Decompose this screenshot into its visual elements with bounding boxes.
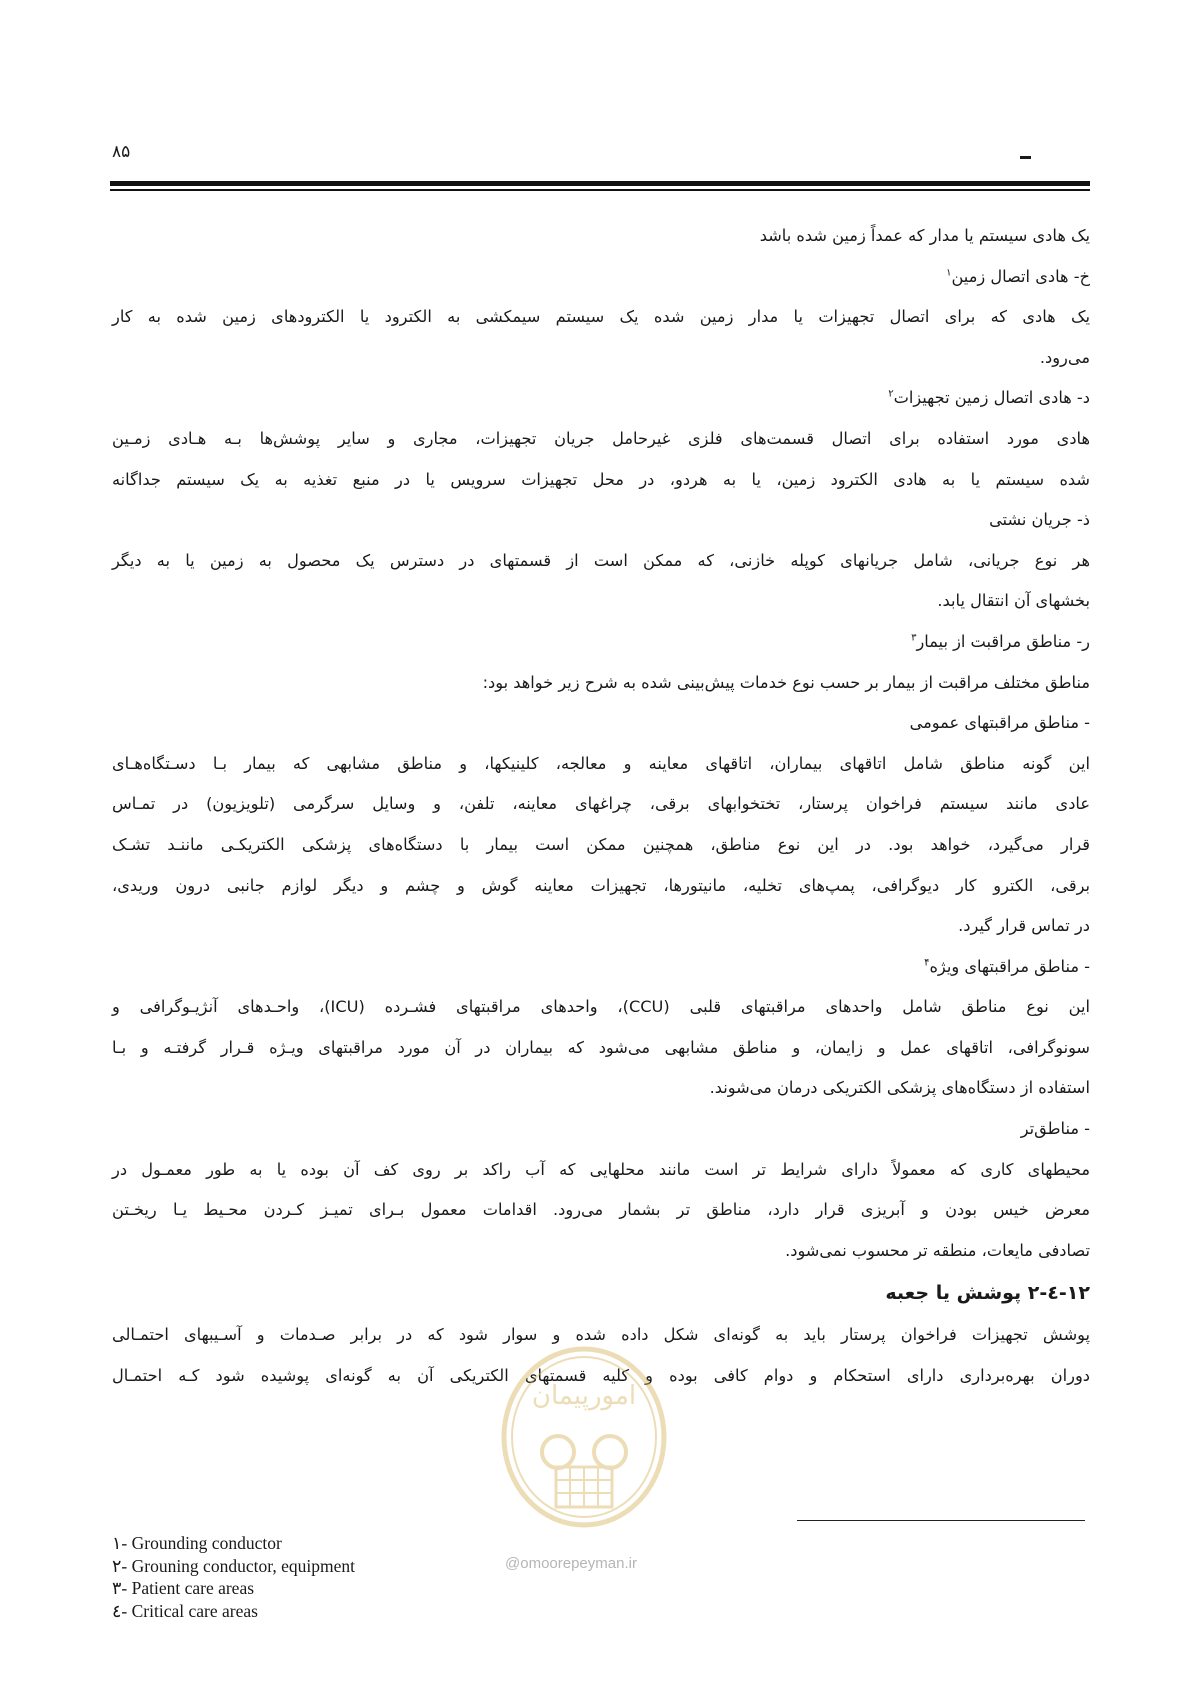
footnote-item: ۳- Patient care areas	[112, 1578, 255, 1598]
subheading: - مناطق مراقبتهای عمومی	[909, 713, 1090, 733]
term-heading: د- هادی اتصال زمین تجهیزات$^۲$	[888, 388, 1090, 408]
text-line: هادی مورد استفاده برای اتصال قسمت‌های فلزی غیرحامل جریان تجهیزات، مجاری و سایر پوشش‌ها بـه هـادی زمـین	[112, 428, 1090, 448]
text-line: قرار می‌گیرد، خواهد بود. در این نوع مناطق، همچنین ممکن است بیمار با دستگاه‌های پزشکی الکتریکـی ماننـد تشـک	[112, 834, 1090, 854]
header-dash	[1020, 156, 1031, 159]
text-line: می‌رود.	[1039, 347, 1090, 367]
section-heading: ۱۲-٤-۲ پوشش یا جعبه	[885, 1282, 1090, 1305]
text-line: سونوگرافی، اتاقهای عمل و زایمان، و مناطق مشابهی می‌شود که بیماران در آن مورد مراقبتهای ویـژه قـرار گرفتـه و بـا	[112, 1037, 1090, 1057]
text-line: محیطهای کاری که معمولاً دارای شرایط تر است مانند محلهایی که آب راکد بر روی کف آن بوده یا به طور معمـول در	[112, 1159, 1090, 1179]
text-line: معرض خیس بودن و آبریزی قرار دارد، مناطق تر بشمار می‌رود. اقدامات معمول بـرای تمیـز کـردن محـیط یـا ریخـتن	[112, 1200, 1090, 1220]
text-line: استفاده از دستگاه‌های پزشکی الکتریکی درمان می‌شوند.	[709, 1078, 1090, 1098]
text-line: مناطق مختلف مراقبت از بیمار بر حسب نوع خدمات پیش‌بینی شده به شرح زیر خواهد بود:	[482, 672, 1090, 692]
footnote-item: ٤- Critical care areas	[112, 1600, 258, 1621]
term-heading: ذ- جریان نشتی	[989, 510, 1090, 530]
text-line: این نوع مناطق شامل واحدهای مراقبتهای قلبی (CCU)، واحدهای مراقبتهای فشـرده (ICU)، واحـدهای آنژیـوگرافی و	[112, 997, 1090, 1017]
text-line: بخشهای آن انتقال یابد.	[937, 591, 1090, 611]
footnotes	[112, 1532, 355, 1622]
text-line: این گونه مناطق شامل اتاقهای بیماران، اتاقهای معاینه و معالجه، کلینیکها، و مناطق مشابهی که بیمار بـا دسـتگاه‌هـای	[112, 753, 1090, 773]
footnote-ref: ۲	[888, 388, 894, 400]
subheading: - مناطق‌تر	[1020, 1119, 1090, 1139]
text-line: شده سیستم یا به هادی الکترود زمین، یا به هردو، در محل تجهیزات سرویس یا در منبع تغذیه به یک سیستم جداگانه	[112, 469, 1090, 489]
text-line: تصادفی مایعات، منطقه تر محسوب نمی‌شود.	[785, 1240, 1090, 1260]
footnote-ref: ۳	[911, 632, 917, 644]
subheading: - مناطق مراقبتهای ویژه$^۴$	[924, 956, 1090, 976]
text-line: دوران بهره‌برداری دارای استحکام و دوام کافی بوده و کلیه قسمتهای الکتریکی آن به گونه‌ای پوشیده شود کـه احتمـال	[112, 1366, 1090, 1386]
text-line: برقی، الکترو کار دیوگرافی، پمپ‌های تخلیه، مانیتورها، تجهیزات معاینه گوش و چشم و دیگر لوازم جانبی درون وریدی،	[112, 875, 1090, 895]
footnote-rule	[797, 1520, 1085, 1521]
text-line: عادی مانند سیستم فراخوان پرستار، تختخوابهای برقی، چراغهای معاینه، تلفن، و وسایل سرگرمی (تلویزیون) در تمـاس	[112, 794, 1090, 814]
body-text	[112, 216, 1090, 1397]
text-line: پوشش تجهیزات فراخوان پرستار باید به گونه‌ای شکل داده شده و سوار شود که در برابر صـدمات و آسـیبهای احتمـالی	[112, 1325, 1090, 1345]
footnote-item: ۲- Grouning conductor, equipment	[112, 1555, 355, 1576]
text-line: در تماس قرار گیرد.	[958, 916, 1090, 936]
watermark-url: @omoorepeyman.ir	[505, 1555, 637, 1572]
header-rule-thin	[110, 189, 1090, 191]
watermark-logo-text: امورپیمان	[531, 1381, 637, 1411]
term-heading: خ- هادی اتصال زمین$^۱$	[946, 266, 1090, 286]
text-line: یک هادی سیستم یا مدار که عمداً زمین شده باشد	[759, 226, 1090, 245]
text-line: یک هادی که برای اتصال تجهیزات یا مدار زمین شده یک سیستم سیمکشی به الکترود یا الکترودهای زمین شده به کار	[112, 307, 1090, 327]
watermark-logo	[498, 1342, 670, 1532]
term-heading: ر- مناطق مراقبت از بیمار$^۳$	[911, 631, 1090, 651]
footnote-ref: ۴	[924, 957, 930, 969]
footnote-ref: ۱	[946, 267, 952, 279]
header-rule-thick	[110, 181, 1090, 186]
text-line: هر نوع جریانی، شامل جریانهای کوپله خازنی، که ممکن است از قسمتهای در دسترس یک محصول به زمین یا به دیگر	[112, 550, 1090, 570]
page-number: ۸۵	[112, 142, 131, 162]
footnote-item: ۱- Grounding conductor	[112, 1533, 282, 1553]
